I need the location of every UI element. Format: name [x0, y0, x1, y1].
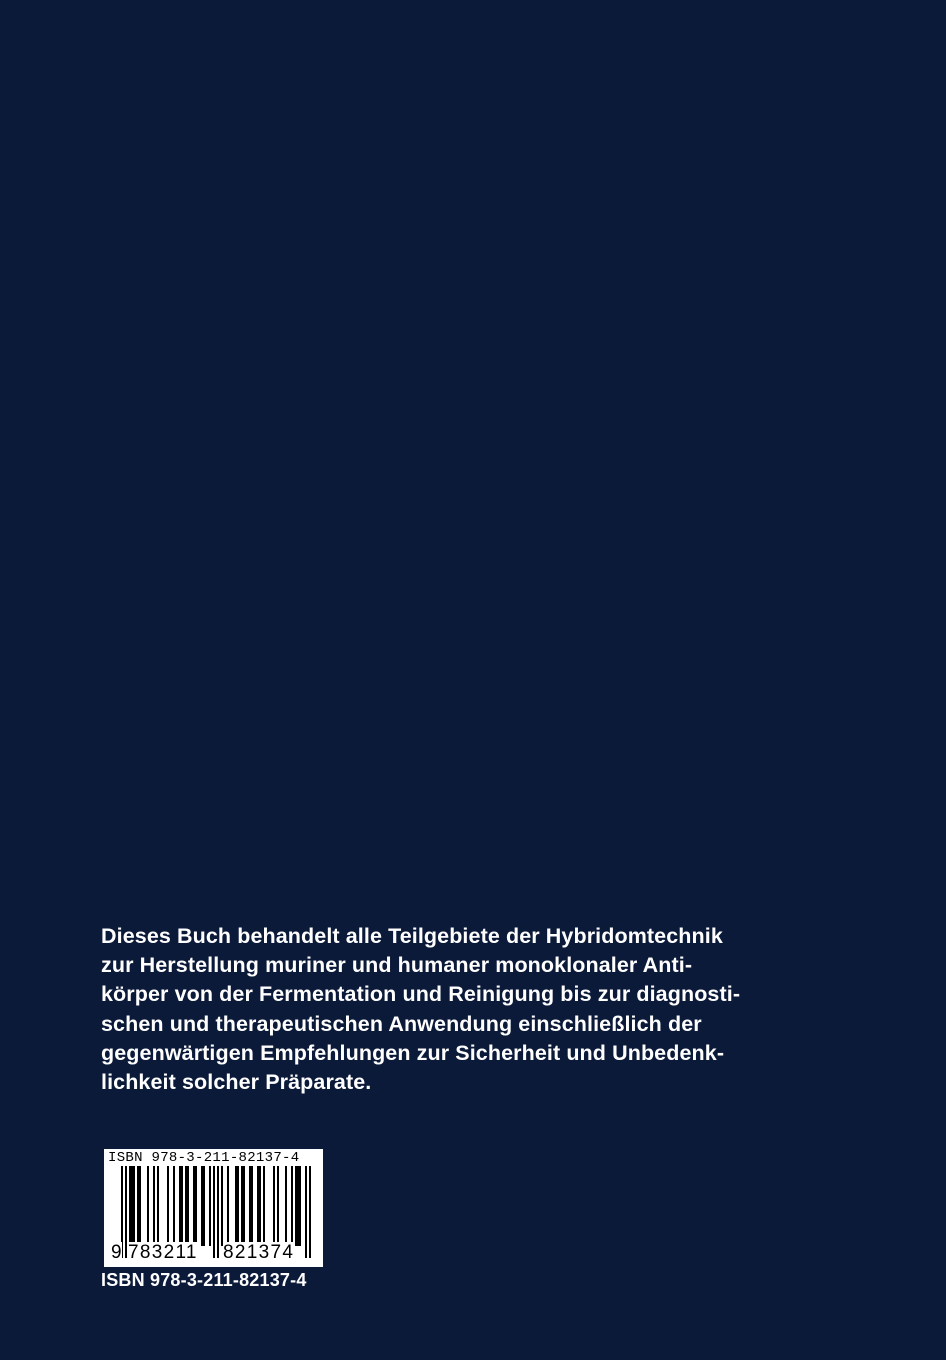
blurb-line: körper von der Fermentation und Reinigung bis zur diagnosti-: [101, 982, 741, 1007]
barcode-bar: [173, 1166, 175, 1246]
barcode-bar: [243, 1166, 245, 1246]
barcode-bar: [291, 1166, 293, 1246]
barcode-bar: [259, 1166, 261, 1246]
barcode-bar: [203, 1166, 205, 1246]
barcode-bar: [273, 1166, 275, 1246]
barcode-bar: [221, 1166, 223, 1246]
barcode-bar: [147, 1166, 149, 1246]
barcode-bar: [237, 1166, 239, 1246]
barcode-bar: [263, 1166, 265, 1246]
barcode-bar: [167, 1166, 169, 1246]
barcode-bar: [193, 1166, 195, 1246]
barcode-bar: [251, 1166, 253, 1246]
barcode-bar: [257, 1166, 259, 1246]
barcode-bar: [157, 1166, 159, 1246]
barcode-bar: [277, 1166, 279, 1246]
barcode-bar: [285, 1166, 287, 1246]
barcode-bar: [297, 1166, 299, 1246]
barcode-bar: [249, 1166, 251, 1246]
barcode-bar: [133, 1166, 135, 1246]
barcode-right-digits: 821374: [223, 1242, 295, 1263]
barcode-lead-digit: 9: [111, 1242, 122, 1263]
barcode-isbn-label: ISBN 978-3-211-82137-4: [108, 1150, 300, 1166]
barcode-bar: [299, 1166, 301, 1246]
blurb-line: schen und therapeutischen Anwendung einschließlich der: [101, 1011, 702, 1036]
barcode-bar: [131, 1166, 133, 1246]
barcode-bar: [187, 1166, 189, 1246]
barcode-bar: [195, 1166, 197, 1246]
barcode-bar: [241, 1166, 243, 1246]
blurb-line: lichkeit solcher Präparate.: [101, 1070, 372, 1095]
barcode-bar: [153, 1166, 155, 1246]
barcode-digits: [104, 1242, 323, 1264]
back-cover-blurb: [101, 922, 841, 1097]
barcode-bar: [209, 1166, 211, 1246]
barcode-bar: [137, 1166, 139, 1246]
barcode-bar: [139, 1166, 141, 1246]
barcode-bar: [235, 1166, 237, 1246]
barcode-bar: [201, 1166, 203, 1246]
barcode-left-digits: 783211: [128, 1242, 198, 1263]
blurb-line: gegenwärtigen Empfehlungen zur Sicherheit und Unbedenk-: [101, 1040, 725, 1065]
blurb-line: Dieses Buch behandelt alle Teilgebiete der Hybridomtechnik: [101, 924, 723, 948]
blurb-line: zur Herstellung muriner und humaner monoklonaler Anti-: [101, 953, 693, 978]
barcode-bar: [179, 1166, 181, 1246]
barcode-bar: [129, 1166, 131, 1246]
barcode-bar: [181, 1166, 183, 1246]
isbn-barcode: [104, 1149, 323, 1267]
isbn-number: ISBN 978-3-211-82137-4: [101, 1270, 307, 1290]
barcode-bar: [227, 1166, 229, 1246]
barcode-bar: [295, 1166, 297, 1246]
barcode-bar: [185, 1166, 187, 1246]
